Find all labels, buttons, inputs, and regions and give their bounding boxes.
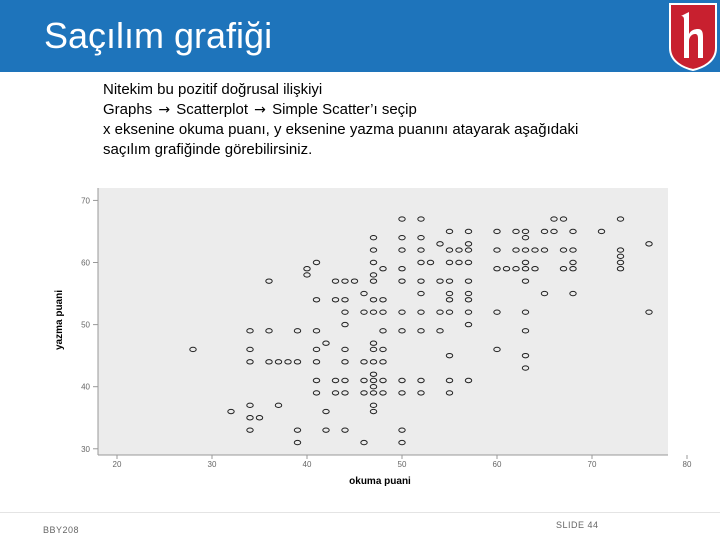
- text-line-4: saçılım grafiğinde görebilirsiniz.: [103, 141, 313, 158]
- scatter-chart: [48, 180, 692, 492]
- hacettepe-logo-icon: [668, 2, 718, 70]
- body-text: [103, 80, 703, 160]
- x-tick-label: 50: [397, 460, 407, 469]
- y-tick-label: 60: [81, 258, 90, 268]
- y-tick-label: 30: [81, 444, 90, 454]
- x-tick-label: 60: [492, 460, 502, 469]
- x-tick-label: 20: [112, 460, 122, 469]
- x-ticks: [113, 455, 692, 469]
- y-ticks: [81, 196, 98, 453]
- text-line-3: x eksenine okuma puanı, y eksenine yazma puanını atayarak aşağıdaki: [103, 121, 579, 138]
- y-tick-label: 50: [81, 320, 90, 330]
- text-line-1: Nitekim bu pozitif doğrusal ilişkiyi: [103, 81, 323, 98]
- course-code: BBY208: [43, 525, 80, 535]
- arrow-right-icon: →: [254, 102, 266, 118]
- menu-scatterplot: Scatterplot: [176, 101, 248, 118]
- header-bar: [0, 0, 720, 72]
- x-axis-label: okuma puani: [349, 476, 411, 487]
- y-tick-label: 40: [81, 382, 90, 392]
- footer-divider: [0, 512, 720, 513]
- x-tick-label: 40: [302, 460, 312, 469]
- plot-area: [98, 188, 668, 455]
- slide-title: Saçılım grafiği: [44, 15, 273, 56]
- y-axis-label: yazma puani: [54, 289, 65, 351]
- x-tick-label: 70: [587, 460, 597, 469]
- slide-number: SLIDE 44: [556, 520, 599, 530]
- y-tick-label: 70: [81, 196, 90, 206]
- menu-simple-scatter: Simple Scatter’ı seçip: [272, 101, 417, 118]
- x-tick-label: 80: [682, 460, 692, 469]
- arrow-right-icon: →: [158, 102, 171, 118]
- menu-graphs: Graphs: [103, 101, 153, 118]
- text-line-2: [103, 100, 703, 120]
- x-tick-label: 30: [207, 460, 217, 469]
